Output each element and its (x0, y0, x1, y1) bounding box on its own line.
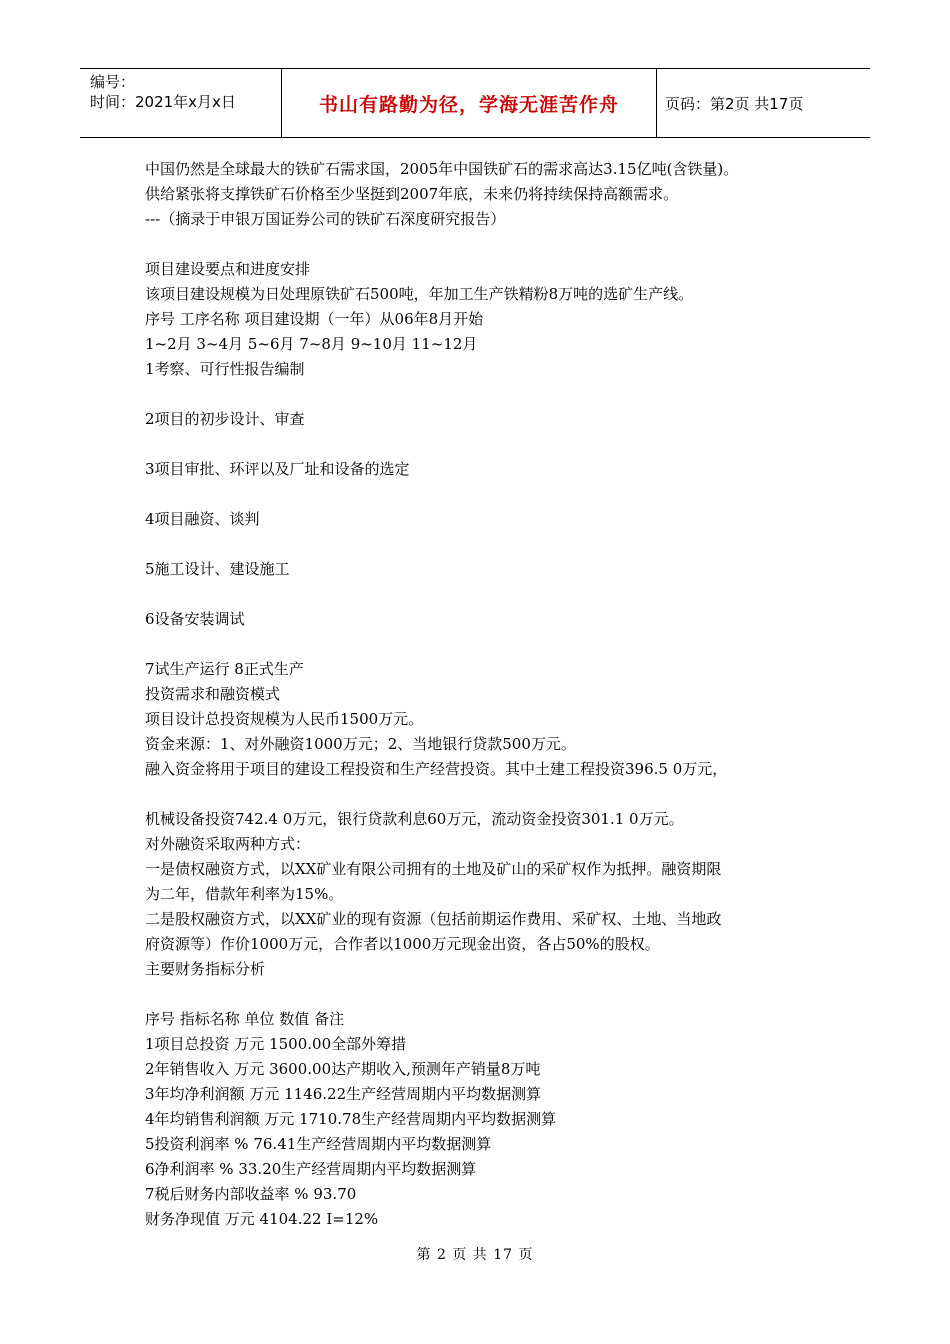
text-line: 对外融资采取两种方式： (145, 835, 311, 853)
text-line: 项目建设要点和进度安排 (145, 260, 311, 278)
text-line: 1项目总投资 万元 1500.00全部外筹措 (145, 1035, 407, 1053)
text-line: 机械设备投资742.4 0万元，银行贷款利息60万元，流动资金投资301.1 0万元。 (145, 810, 684, 828)
blank-line (145, 232, 835, 257)
text-line: 序号 工序名称 项目建设期（一年）从06年8月开始 (145, 310, 484, 328)
header-time-label: 时间：2021年x月x日 (90, 93, 236, 111)
text-line: 序号 指标名称 单位 数值 备注 (145, 1010, 345, 1028)
text-line: 3年均净利润额 万元 1146.22生产经营周期内平均数据测算 (145, 1085, 542, 1103)
text-line: 7试生产运行 8正式生产 (145, 660, 304, 678)
text-line: 2项目的初步设计、审查 (145, 410, 305, 428)
text-line: 7税后财务内部收益率 % 93.70 (145, 1185, 357, 1203)
blank-line (145, 782, 835, 807)
text-line: 4年均销售利润额 万元 1710.78生产经营周期内平均数据测算 (145, 1110, 557, 1128)
text-line: 二是股权融资方式，以XX矿业的现有资源（包括前期运作费用、采矿权、土地、当地政 (145, 910, 722, 928)
text-line: 6设备安装调试 (145, 610, 245, 628)
text-line: 2年销售收入 万元 3600.00达产期收入,预测年产销量8万吨 (145, 1060, 541, 1078)
page-footer: 第 2 页 共 17 页 (416, 1247, 534, 1263)
header-number-label: 编号： (90, 73, 136, 91)
text-line: 5施工设计、建设施工 (145, 560, 290, 578)
text-line: 4项目融资、谈判 (145, 510, 260, 528)
text-line: 府资源等）作价1000万元，合作者以1000万元现金出资，各占50%的股权。 (145, 935, 660, 953)
text-line: 6净利润率 % 33.20生产经营周期内平均数据测算 (145, 1160, 477, 1178)
blank-line (145, 532, 835, 557)
blank-line (145, 382, 835, 407)
text-line: 融入资金将用于项目的建设工程投资和生产经营投资。其中土建工程投资396.5 0万元， (145, 760, 728, 778)
document-body (145, 157, 835, 1232)
header-page-info: 页码：第2页 共17页 (665, 94, 804, 113)
blank-line (145, 582, 835, 607)
blank-line (145, 632, 835, 657)
text-line: 为二年，借款年利率为15%。 (145, 885, 344, 903)
text-line: 一是债权融资方式，以XX矿业有限公司拥有的土地及矿山的采矿权作为抵押。融资期限 (145, 860, 722, 878)
text-line: 1~2月 3~4月 5~6月 7~8月 9~10月 11~12月 (145, 335, 478, 353)
text-line: ---（摘录于申银万国证券公司的铁矿石深度研究报告） (145, 210, 506, 228)
text-line: 供给紧张将支撑铁矿石价格至少坚挺到2007年底，未来仍将持续保持高额需求。 (145, 185, 679, 203)
header-meta (90, 72, 236, 112)
blank-line (145, 482, 835, 507)
text-line: 项目设计总投资规模为人民币1500万元。 (145, 710, 424, 728)
text-line: 中国仍然是全球最大的铁矿石需求国，2005年中国铁矿石的需求高达3.15亿吨(含铁量)。 (145, 160, 739, 178)
text-line: 1考察、可行性报告编制 (145, 360, 305, 378)
text-line: 资金来源：1、对外融资1000万元；2、当地银行贷款500万元。 (145, 735, 576, 753)
text-line: 财务净现值 万元 4104.22 I=12% (145, 1210, 379, 1228)
header-motto: 书山有路勤为径，学海无涯苦作舟 (318, 93, 619, 116)
text-line: 该项目建设规模为日处理原铁矿石500吨，年加工生产铁精粉8万吨的选矿生产线。 (145, 285, 694, 303)
text-line: 主要财务指标分析 (145, 960, 266, 978)
blank-line (145, 432, 835, 457)
page-header (80, 68, 870, 138)
text-line: 5投资利润率 % 76.41生产经营周期内平均数据测算 (145, 1135, 492, 1153)
text-line: 投资需求和融资模式 (145, 685, 281, 703)
text-line: 3项目审批、环评以及厂址和设备的选定 (145, 460, 410, 478)
blank-line (145, 982, 835, 1007)
